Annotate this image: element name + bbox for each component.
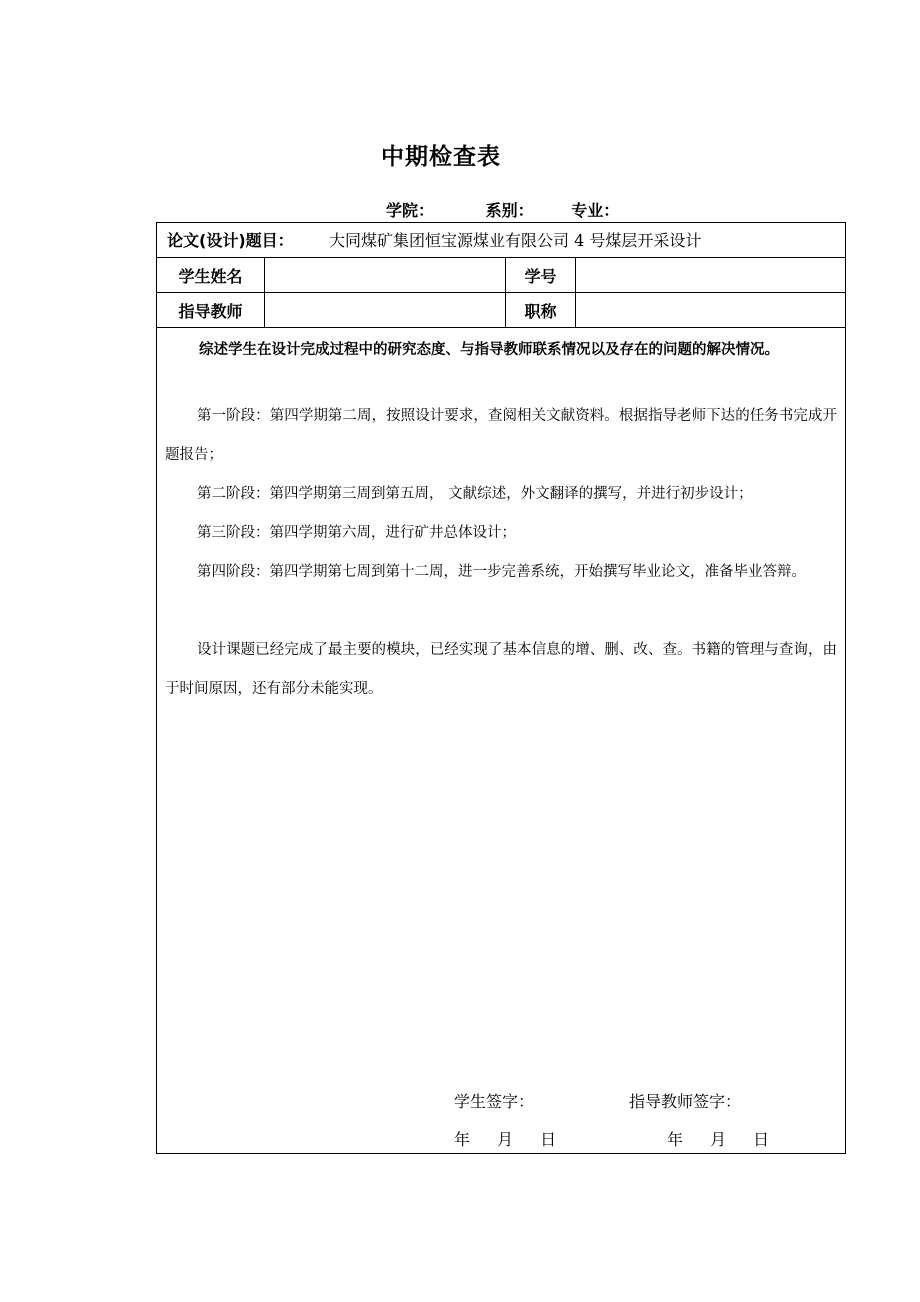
student-row (157, 258, 845, 293)
summary-instruction: 综述学生在设计完成过程中的研究态度、与指导教师联系情况以及存在的问题的解决情况。 (199, 342, 779, 358)
topic-value: 大同煤矿集团恒宝源煤业有限公司 4 号煤层开采设计 (329, 231, 702, 250)
professional-title-field[interactable] (576, 293, 845, 327)
student-date: 年 月 日 (454, 1130, 557, 1149)
professional-title-label: 职称 (506, 293, 576, 327)
student-name-field[interactable] (265, 258, 506, 292)
form-meta-line (386, 198, 619, 221)
advisor-row (157, 293, 845, 328)
summary-paragraph: 第三阶段：第四学期第六周，进行矿井总体设计； (197, 525, 516, 541)
major-label: 专业： (571, 201, 620, 220)
student-id-label: 学号 (506, 258, 576, 292)
progress-summary-section (157, 328, 845, 1154)
advisor-signature-label: 指导教师签字： (629, 1092, 742, 1111)
college-label: 学院： (386, 201, 435, 220)
topic-row (157, 223, 845, 258)
summary-paragraph: 第一阶段：第四学期第二周，按照设计要求，查阅相关文献资料。根据指导老师下达的任务书完成开题报告； (165, 408, 837, 463)
advisor-date: 年 月 日 (667, 1130, 770, 1149)
advisor-field[interactable] (265, 293, 506, 327)
summary-paragraph: 第二阶段：第四学期第三周到第五周， 文献综述，外文翻译的撰写，并进行初步设计； (197, 486, 753, 502)
summary-paragraph: 设计课题已经完成了最主要的模块，已经实现了基本信息的增、删、改、查。书籍的管理与查询，由于时间原因，还有部分未能实现。 (165, 642, 837, 697)
student-signature-label: 学生签字： (454, 1092, 535, 1111)
department-label: 系别： (485, 201, 534, 220)
midterm-check-form (156, 222, 846, 1154)
advisor-label: 指导教师 (157, 293, 265, 327)
page-title: 中期检查表 (381, 144, 501, 170)
student-name-label: 学生姓名 (157, 258, 265, 292)
topic-label: 论文(设计)题目： (167, 231, 294, 250)
student-id-field[interactable] (576, 258, 845, 292)
summary-paragraph: 第四阶段：第四学期第七周到第十二周，进一步完善系统，开始撰写毕业论文，准备毕业答辩。 (197, 564, 806, 580)
